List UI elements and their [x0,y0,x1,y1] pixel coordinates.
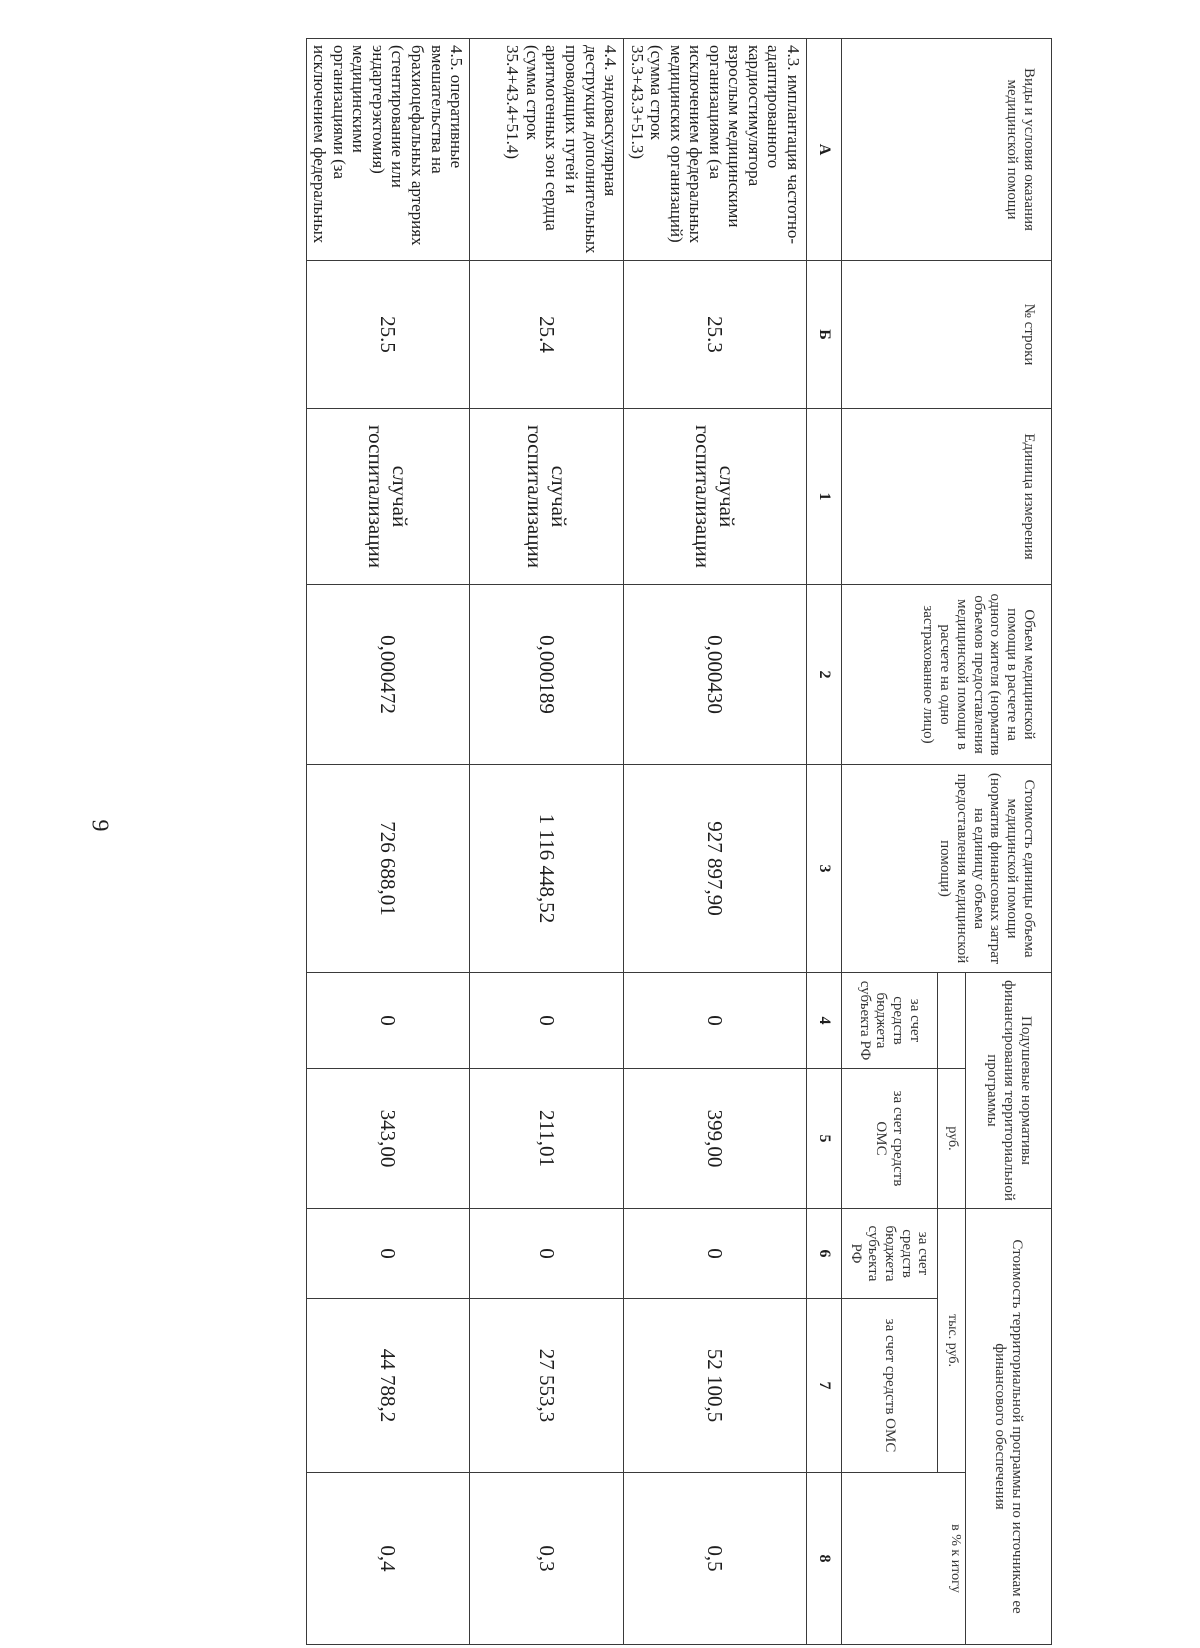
row-unit: случай госпитализации [306,409,469,585]
row-per-capita-oms: 343,00 [306,1069,469,1209]
row-unit-cost: 1 116 448,52 [470,765,624,973]
row-per-capita-oms: 211,01 [470,1069,624,1209]
row-unit-cost: 726 688,01 [306,765,469,973]
header-per-capita-oms: за счет средств ОМС [842,1069,938,1209]
row-percent: 0,3 [470,1473,624,1645]
header-kind-of-care: Виды и условия оказания медицинской помощи [842,39,1052,261]
page-number: 9 [86,819,113,832]
header-program-cost-group: Стоимость территориальной программы по источникам ее финансового обеспечения [966,1209,1052,1645]
row-cost-budget: 0 [306,1209,469,1299]
row-percent: 0,5 [624,1473,807,1645]
row-percent: 0,4 [306,1473,469,1645]
header-unit-cost: Стоимость единицы объема медицинской помощи (норматив финансовых затрат на единицу объема предоставления медицинской помощи) [842,765,1052,973]
header-unit-rub: руб. [938,1069,966,1209]
row-per-capita-budget: 0 [470,973,624,1069]
row-cost-oms: 44 788,2 [306,1299,469,1473]
header-volume: Объем медицинской помощи в расчете на одного жителя (норматив объемов предоставления медицинской помощи в расчете на одно застрахованное лицо) [842,585,1052,765]
row-volume: 0,000472 [306,585,469,765]
row-volume: 0,000430 [624,585,807,765]
header-unit-rub-spacer [938,973,966,1069]
row-per-capita-budget: 0 [306,973,469,1069]
header-per-capita-group: Подушевые нормативы финансирования территориальной программы [966,973,1052,1209]
row-cost-budget: 0 [470,1209,624,1299]
column-number: 3 [807,765,842,973]
column-number: 2 [807,585,842,765]
column-number: Б [807,261,842,409]
medical-care-table [306,38,1052,1645]
column-number: 4 [807,973,842,1069]
header-unit: Единица измерения [842,409,1052,585]
header-line-number: № строки [842,261,1052,409]
row-unit-cost: 927 897,90 [624,765,807,973]
header-percent: в % к итогу [842,1473,966,1645]
table-row [306,39,469,1645]
table-row [470,39,624,1645]
column-number: 1 [807,409,842,585]
row-line-number: 25.5 [306,261,469,409]
row-cost-oms: 27 553,3 [470,1299,624,1473]
column-number: А [807,39,842,261]
row-line-number: 25.3 [624,261,807,409]
header-unit-thousand-rub: тыс. руб. [938,1209,966,1473]
column-number: 7 [807,1299,842,1473]
header-per-capita-budget: за счет средств бюджета субъекта РФ [842,973,938,1069]
row-care-name: 4.4. эндоваскулярная деструкция дополнительных проводящих путей и аритмогенных зон сердца (сумма строк 35.4+43.4+51.4) [470,39,624,261]
header-cost-oms: за счет средств ОМС [842,1299,938,1473]
rotated-page-content [310,38,1052,1644]
column-number: 8 [807,1473,842,1645]
header-cost-budget: за счет средств бюджета субъекта РФ [842,1209,938,1299]
row-per-capita-budget: 0 [624,973,807,1069]
row-line-number: 25.4 [470,261,624,409]
row-per-capita-oms: 399,00 [624,1069,807,1209]
row-cost-oms: 52 100,5 [624,1299,807,1473]
column-number: 5 [807,1069,842,1209]
row-volume: 0,000189 [470,585,624,765]
row-care-name: 4.3. имплантация частотно-адаптированного кардиостимулятора взрослым медицинскими организациями (за исключением федеральных медицинских организаций) (сумма строк 35.3+43.3+51.3) [624,39,807,261]
row-unit: случай госпитализации [624,409,807,585]
row-cost-budget: 0 [624,1209,807,1299]
row-care-name: 4.5. оперативные вмешательства на брахиоцефальных артериях (стентирование или эндартерэктомия) медицинскими организациями (за исключением федеральных [306,39,469,261]
table-row [624,39,807,1645]
row-unit: случай госпитализации [470,409,624,585]
column-number: 6 [807,1209,842,1299]
